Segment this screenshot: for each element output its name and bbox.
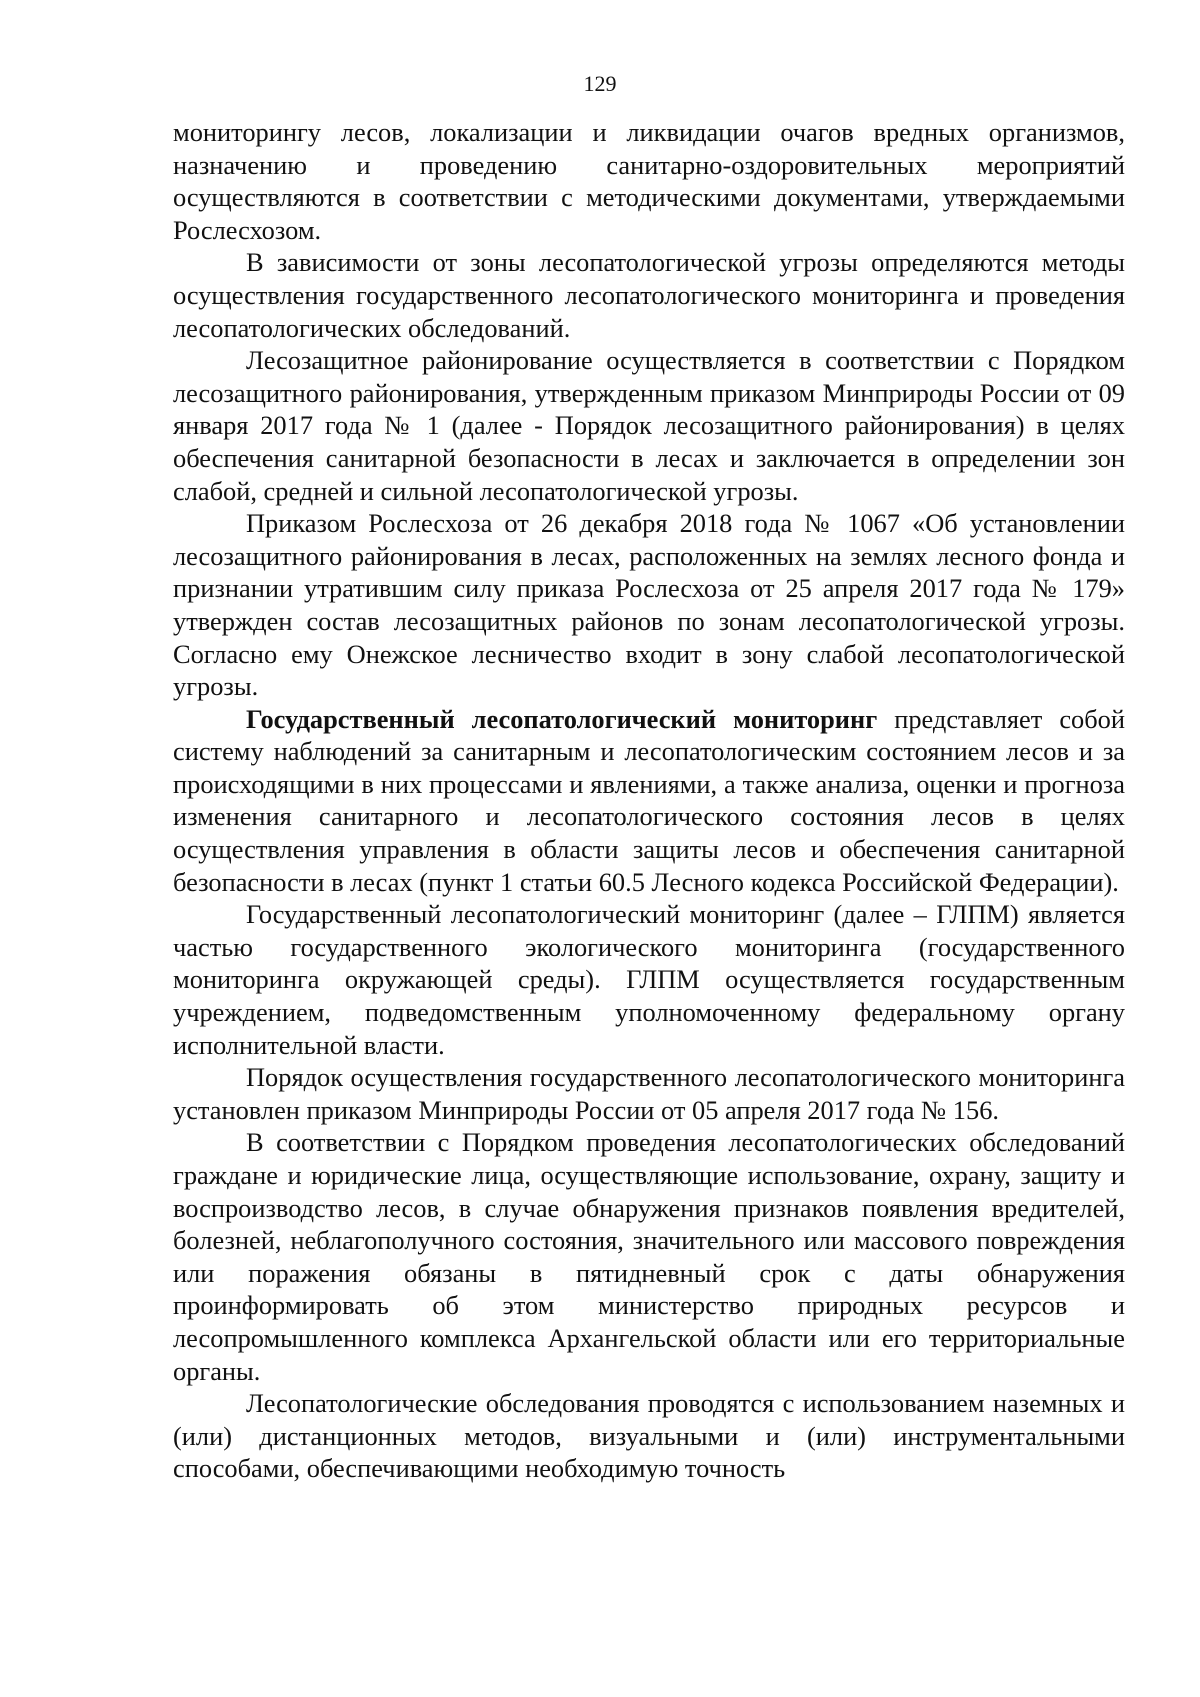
document-body xyxy=(173,116,1125,1485)
paragraph: Лесопатологические обследования проводятся с использованием наземных и (или) дистанционных методов, визуальными и (или) инструментальными способами, обеспечивающими необходимую точность xyxy=(173,1388,1125,1484)
paragraph: мониторингу лесов, локализации и ликвидации очагов вредных организмов, назначению и проведению санитарно-оздоровительных мероприятий осуществляются в соответствии с методическими документами, утверждаемыми Рослесхозом. xyxy=(173,117,1125,245)
paragraph: Государственный лесопатологический мониторинг (далее – ГЛПМ) является частью государственного экологического мониторинга (государственного мониторинга окружающей среды). ГЛПМ осуществляется государственным учреждением, подведомственным уполномоченному федеральному органу исполнительной власти. xyxy=(173,899,1125,1060)
paragraph: Порядок осуществления государственного лесопатологического мониторинга установлен приказом Минприроды России от 05 апреля 2017 года № 156. xyxy=(173,1062,1125,1125)
paragraph: В соответствии с Порядком проведения лесопатологических обследований граждане и юридические лица, осуществляющие использование, охрану, защиту и воспроизводство лесов, в случае обнаружения признаков появления вредителей, болезней, неблагополучного состояния, значительного или массового повреждения или поражения обязаны в пятидневный срок с даты обнаружения проинформировать об этом министерство природных ресурсов и лесопромышленного комплекса Архангельской области или его территориальные органы. xyxy=(173,1127,1125,1386)
page-number: 129 xyxy=(583,71,617,96)
bold-term: Государственный лесопатологический мониторинг xyxy=(246,703,878,734)
paragraph: Государственный лесопатологический мониторинг представляет собой систему наблюдений за санитарным и лесопатологическим состоянием лесов и за происходящими в них процессами и явлениями, а также анализа, оценки и прогноза изменения санитарного и лесопатологического состояния лесов в целях осуществления управления в области защиты лесов и обеспечения санитарной безопасности в лесах (пункт 1 статьи 60.5 Лесного кодекса Российской Федерации). xyxy=(173,703,1125,897)
paragraph: Приказом Рослесхоза от 26 декабря 2018 года № 1067 «Об установлении лесозащитного районирования в лесах, расположенных на землях лесного фонда и признании утратившим силу приказа Рослесхоза от 25 апреля 2017 года № 179» утвержден состав лесозащитных районов по зонам лесопатологической угрозы. Согласно ему Онежское лесничество входит в зону слабой лесопатологической угрозы. xyxy=(173,508,1125,702)
paragraph: Лесозащитное районирование осуществляется в соответствии с Порядком лесозащитного районирования, утвержденным приказом Минприроды России от 09 января 2017 года № 1 (далее - Порядок лесозащитного районирования) в целях обеспечения санитарной безопасности в лесах и заключается в определении зон слабой, средней и сильной лесопатологической угрозы. xyxy=(173,345,1125,506)
paragraph: В зависимости от зоны лесопатологической угрозы определяются методы осуществления государственного лесопатологического мониторинга и проведения лесопатологических обследований. xyxy=(173,247,1125,343)
